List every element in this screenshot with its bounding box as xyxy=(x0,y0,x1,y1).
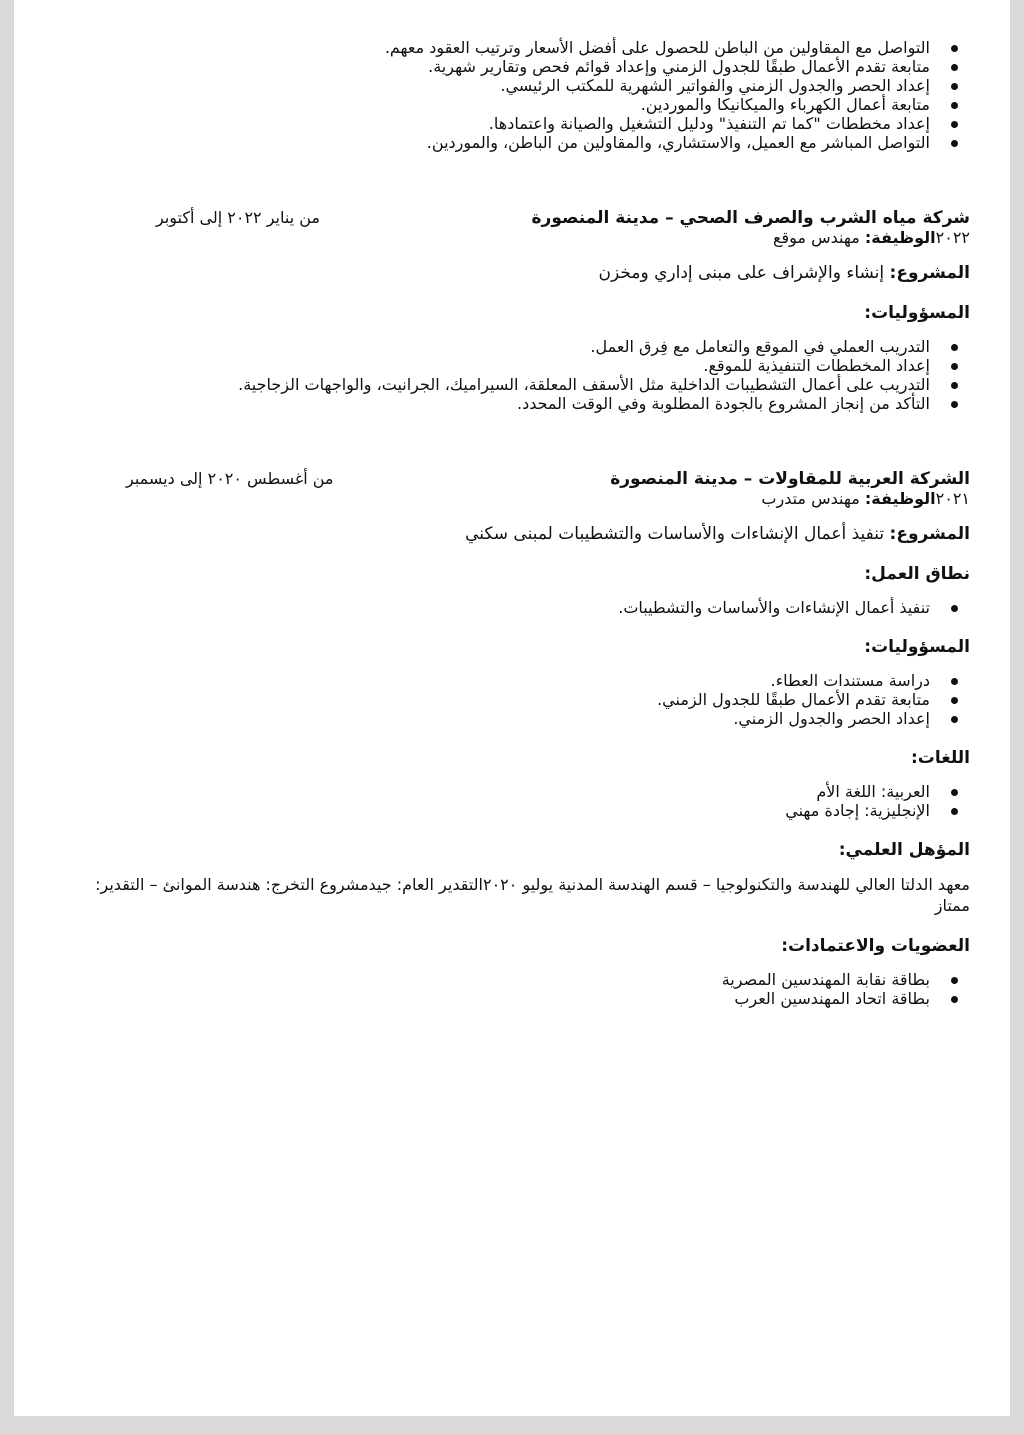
list-item: متابعة تقدم الأعمال طبقًا للجدول الزمني وإعداد قوائم فحص وتقارير شهرية. xyxy=(62,57,970,76)
job1-company: شركة مياه الشرب والصرف الصحي – مدينة المنصورة xyxy=(531,208,970,228)
memberships-list xyxy=(62,970,970,1008)
job2-project: تنفيذ أعمال الإنشاءات والأساسات والتشطيبات لمبنى سكني xyxy=(465,524,885,544)
previous-job-duties-list xyxy=(62,38,970,152)
job2-project-line xyxy=(62,524,970,544)
job2-role-label: الوظيفة: xyxy=(864,489,936,508)
scan-frame-bottom xyxy=(0,1416,1024,1434)
list-item: إعداد الحصر والجدول الزمني. xyxy=(62,709,970,728)
languages-list xyxy=(62,782,970,820)
job1-project: إنشاء والإشراف على مبنى إداري ومخزن xyxy=(598,263,885,283)
job1-responsibilities-title: المسؤوليات: xyxy=(864,303,970,323)
job1-role: مهندس موقع xyxy=(772,228,860,247)
job2-responsibilities-title: المسؤوليات: xyxy=(864,637,970,657)
resume-content xyxy=(62,38,970,1008)
list-item: متابعة تقدم الأعمال طبقًا للجدول الزمني. xyxy=(62,690,970,709)
list-item: بطاقة نقابة المهندسين المصرية xyxy=(62,970,970,989)
job2-company: الشركة العربية للمقاولات – مدينة المنصورة xyxy=(610,469,970,489)
job1-year-tail: ٢٠٢٢ xyxy=(935,228,970,247)
education-text: معهد الدلتا العالي للهندسة والتكنولوجيا – قسم الهندسة المدنية يوليو ٢٠٢٠التقدير العام: جيدمشروع التخرج: هندسة الموانئ – التقدير: ممتاز xyxy=(95,875,970,915)
job1-role-label: الوظيفة: xyxy=(864,228,936,247)
list-item: التواصل المباشر مع العميل، والاستشاري، والمقاولين من الباطن، والموردين. xyxy=(62,133,970,152)
job1-project-label: المشروع: xyxy=(889,263,970,283)
scan-frame-left xyxy=(0,0,14,1434)
scan-frame-right xyxy=(1010,0,1024,1434)
education-title: المؤهل العلمي: xyxy=(838,840,970,860)
list-item: العربية: اللغة الأم xyxy=(62,782,970,801)
list-item: التأكد من إنجاز المشروع بالجودة المطلوبة وفي الوقت المحدد. xyxy=(62,394,970,413)
job1-dates: من يناير ٢٠٢٢ إلى أكتوبر xyxy=(156,208,320,227)
job1-role-line xyxy=(62,228,970,247)
job2-year-tail: ٢٠٢١ xyxy=(935,489,970,508)
job2-header xyxy=(62,469,970,489)
list-item: دراسة مستندات العطاء. xyxy=(62,671,970,690)
languages-title: اللغات: xyxy=(910,748,970,768)
memberships-title: العضويات والاعتمادات: xyxy=(781,936,970,956)
job2-role-line xyxy=(62,489,970,508)
job2-project-label: المشروع: xyxy=(889,524,970,544)
list-item: إعداد الحصر والجدول الزمني والفواتير الشهرية للمكتب الرئيسي. xyxy=(62,76,970,95)
list-item: متابعة أعمال الكهرباء والميكانيكا والموردين. xyxy=(62,95,970,114)
job1-project-line xyxy=(62,263,970,283)
list-item: إعداد مخططات "كما تم التنفيذ" ودليل التشغيل والصيانة واعتمادها. xyxy=(62,114,970,133)
list-item: التدريب العملي في الموقع والتعامل مع فِرق العمل. xyxy=(62,337,970,356)
job2-dates: من أغسطس ٢٠٢٠ إلى ديسمبر xyxy=(126,469,334,488)
resume-page xyxy=(14,0,1010,1416)
list-item: بطاقة اتحاد المهندسين العرب xyxy=(62,989,970,1008)
list-item: الإنجليزية: إجادة مهني xyxy=(62,801,970,820)
job1-header xyxy=(62,208,970,228)
list-item: إعداد المخططات التنفيذية للموقع. xyxy=(62,356,970,375)
job2-scope-title: نطاق العمل: xyxy=(864,564,970,584)
job2-role: مهندس متدرب xyxy=(761,489,860,508)
job2-scope-list xyxy=(62,598,970,617)
list-item: التدريب على أعمال التشطيبات الداخلية مثل الأسقف المعلقة، السيراميك، الجرانيت، والواجهات الزجاجية. xyxy=(62,375,970,394)
list-item: التواصل مع المقاولين من الباطن للحصول على أفضل الأسعار وترتيب العقود معهم. xyxy=(62,38,970,57)
job1-responsibilities-list xyxy=(62,337,970,413)
job2-responsibilities-list xyxy=(62,671,970,728)
list-item: تنفيذ أعمال الإنشاءات والأساسات والتشطيبات. xyxy=(62,598,970,617)
